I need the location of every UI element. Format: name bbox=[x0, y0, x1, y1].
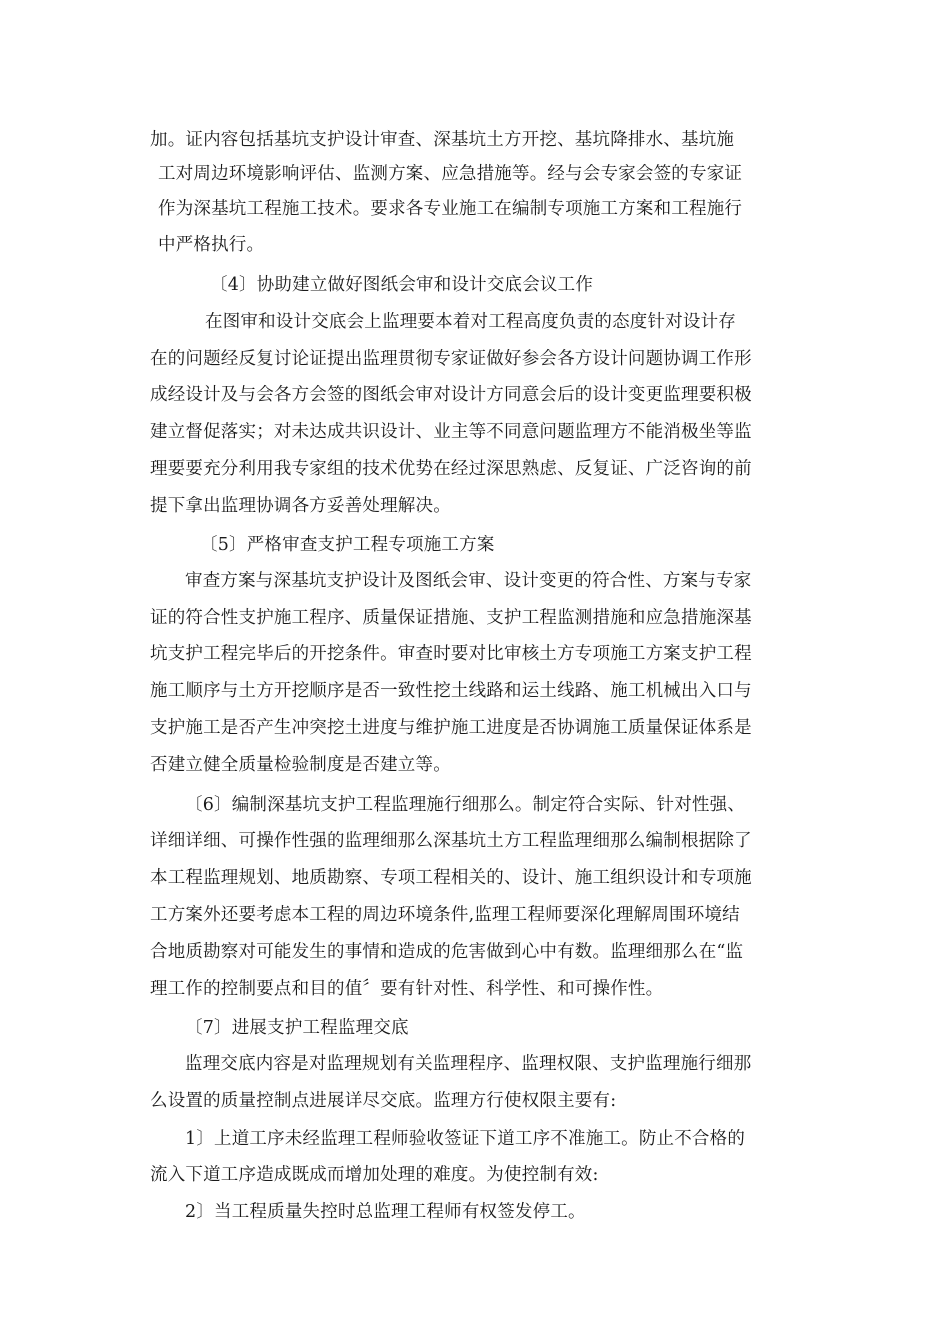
text-line: 监理交底内容是对监理规划有关监理程序、监理权限、支护监理施行细那 bbox=[185, 1054, 752, 1074]
text-line: 施工顺序与土方开挖顺序是否一致性挖土线路和运土线路、施工机械出入口与 bbox=[150, 681, 752, 701]
text-line: 合地质勘察对可能发生的事情和造成的危害做到心中有数。监理细那么在“监 bbox=[150, 942, 744, 962]
text-line: 作为深基坑工程施工技术。要求各专业施工在编制专项施工方案和工程施行 bbox=[158, 199, 743, 219]
text-line: 工方案外还要考虑本工程的周边环境条件,监理工程师要深化理解周围环境结 bbox=[150, 905, 740, 925]
text-line: 成经设计及与会各方会签的图纸会审对设计方同意会后的设计变更监理要积极 bbox=[150, 385, 752, 405]
text-line: 审查方案与深基坑支护设计及图纸会审、设计变更的符合性、方案与专家 bbox=[185, 571, 752, 591]
text-line: 提下拿出监理协调各方妥善处理解决。 bbox=[150, 496, 451, 516]
text-line: 否建立健全质量检验制度是否建立等。 bbox=[150, 755, 451, 775]
text-line: 在的问题经反复讨论证提出监理贯彻专家证做好参会各方设计问题协调工作形 bbox=[150, 349, 752, 369]
text-line: 中严格执行。 bbox=[158, 235, 265, 255]
text-line: 流入下道工序造成既成而增加处理的难度。为使控制有效: bbox=[150, 1165, 599, 1185]
text-line: 么设置的质量控制点进展详尽交底。监理方行使权限主要有: bbox=[150, 1091, 617, 1111]
text-line: 2〕当工程质量失控时总监理工程师有权签发停工。 bbox=[185, 1202, 586, 1222]
text-line: 本工程监理规划、地质勘察、专项工程相关的、设计、施工组织设计和专项施 bbox=[150, 868, 752, 888]
text-line: 1〕上道工序未经监理工程师验收签证下道工序不准施工。防止不合格的 bbox=[185, 1129, 746, 1149]
text-line: 工对周边环境影响评估、监测方案、应急措施等。经与会专家会签的专家证 bbox=[158, 164, 743, 184]
text-line: 〔6〕编制深基坑支护工程监理施行细那么。制定符合实际、针对性强、 bbox=[185, 795, 746, 815]
text-line: 建立督促落实；对未达成共识设计、业主等不同意问题监理方不能消极坐等监 bbox=[150, 422, 752, 442]
text-line: 详细详细、可操作性强的监理细那么深基坑土方工程监理细那么编制根据除了 bbox=[150, 831, 752, 851]
section-heading: 〔7〕进展支护工程监理交底 bbox=[185, 1018, 409, 1038]
text-line: 理要要充分利用我专家组的技术优势在经过深思熟虑、反复证、广泛咨询的前 bbox=[150, 459, 752, 479]
section-heading: 〔4〕协助建立做好图纸会审和设计交底会议工作 bbox=[210, 275, 594, 295]
text-line: 坑支护工程完毕后的开挖条件。审查时要对比审核土方专项施工方案支护工程 bbox=[150, 644, 752, 664]
text-line: 证的符合性支护施工程序、质量保证措施、支护工程监测措施和应急措施深基 bbox=[150, 608, 752, 628]
text-line: 理工作的控制要点和目的值〞要有针对性、科学性、和可操作性。 bbox=[150, 979, 664, 999]
text-line: 在图审和设计交底会上监理要本着对工程高度负责的态度针对设计存 bbox=[205, 312, 736, 332]
section-heading: 〔5〕严格审查支护工程专项施工方案 bbox=[200, 535, 495, 555]
text-line: 加。证内容包括基坑支护设计审查、深基坑土方开挖、基坑降排水、基坑施 bbox=[150, 130, 735, 150]
text-line: 支护施工是否产生冲突挖土进度与维护施工进度是否协调施工质量保证体系是 bbox=[150, 718, 752, 738]
